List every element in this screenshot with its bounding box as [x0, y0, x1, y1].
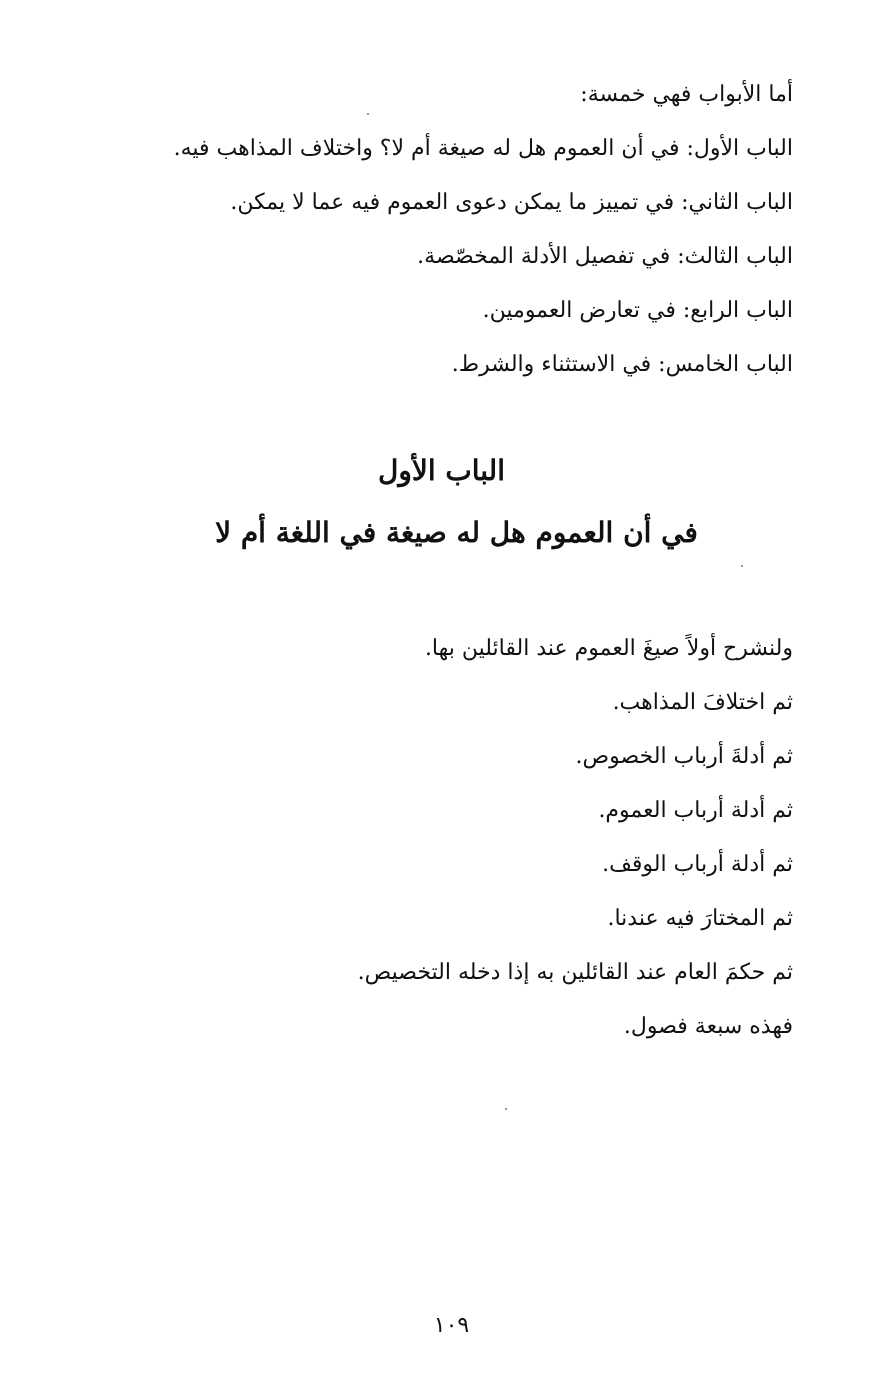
- section-line-7: ثم حكمَ العام عند القائلين به إذا دخله التخصيص.: [357, 960, 793, 985]
- chapter-line-5: الباب الخامس: في الاستثناء والشرط.: [451, 352, 793, 377]
- chapter-title: الباب الأول: [377, 454, 505, 487]
- page-number: ١٠٩: [433, 1313, 470, 1338]
- scan-speck: [505, 1108, 507, 1110]
- section-line-5: ثم أدلة أرباب الوقف.: [602, 852, 793, 877]
- section-line-8: فهذه سبعة فصول.: [623, 1014, 793, 1039]
- scan-speck: [367, 113, 369, 115]
- section-line-3: ثم أدلةَ أرباب الخصوص.: [575, 744, 793, 769]
- chapter-line-1: الباب الأول: في أن العموم هل له صيغة أم لا؟ واختلاف المذاهب فيه.: [173, 136, 793, 161]
- chapter-line-4: الباب الرابع: في تعارض العمومين.: [482, 298, 793, 323]
- chapter-line-3: الباب الثالث: في تفصيل الأدلة المخصّصة.: [417, 244, 793, 269]
- scan-speck: [741, 565, 743, 567]
- section-line-2: ثم اختلافَ المذاهب.: [612, 690, 793, 715]
- section-line-1: ولنشرح أولاً صيغَ العموم عند القائلين بها.: [424, 636, 793, 661]
- chapter-subtitle: في أن العموم هل له صيغة في اللغة أم لا: [215, 516, 698, 549]
- sections-list: [93, 622, 793, 1054]
- section-line-6: ثم المختارَ فيه عندنا.: [607, 906, 793, 931]
- section-line-4: ثم أدلة أرباب العموم.: [598, 798, 793, 823]
- chapters-list: [93, 68, 793, 392]
- intro-line: أما الأبواب فهي خمسة:: [580, 82, 793, 107]
- chapter-line-2: الباب الثاني: في تمييز ما يمكن دعوى العموم فيه عما لا يمكن.: [230, 190, 793, 215]
